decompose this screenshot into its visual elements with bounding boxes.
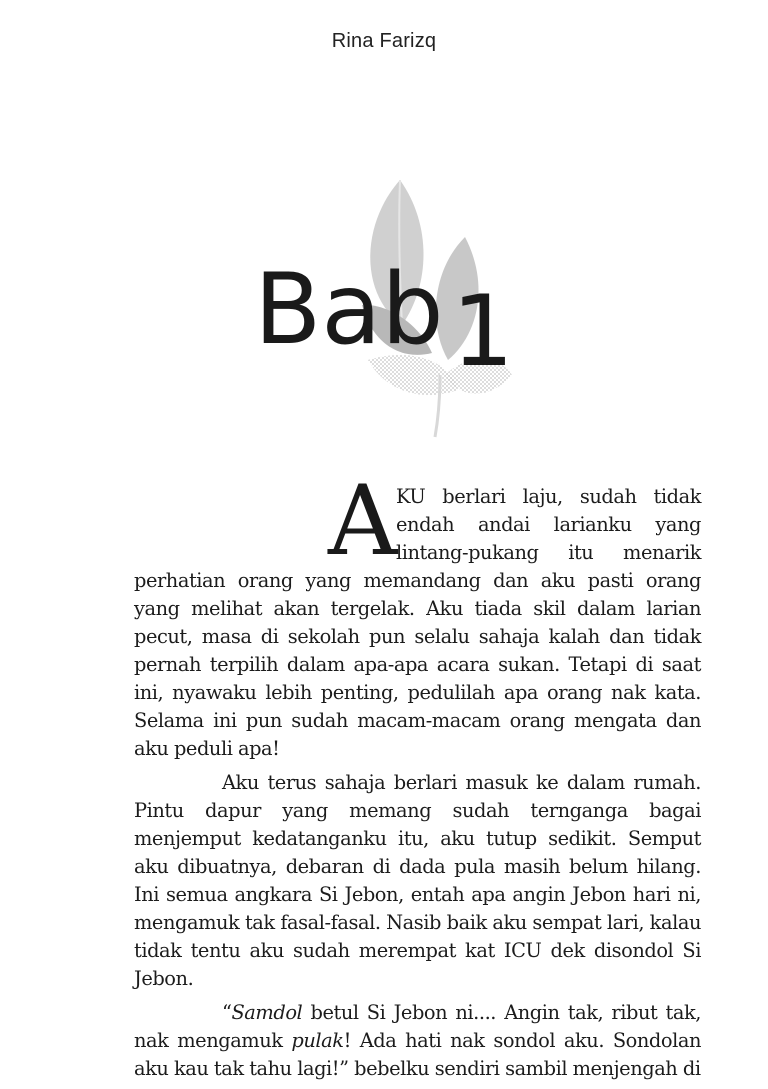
italic-word-samdol: Samdol xyxy=(231,1001,303,1024)
paragraph-1-continued: perhatian orang yang memandang dan aku pasti orang yang melihat akan tergelak. Aku tiada skil dalam larian pecut, masa di sekolah pun selalu sahaja kalah dan tidak pernah terpilih dalam apa-apa acara sukan. Tetapi di saat ini, nyawaku lebih penting, pedulilah apa orang nak kata. Selama ini pun sudah macam-macam orang mengata dan aku peduli apa! xyxy=(134,569,701,760)
paragraph-1-line-1 xyxy=(396,483,701,511)
paragraph-3-text-1: betul Si Jebon ni.... Angin tak, ribut tak, nak mengamuk xyxy=(134,1001,701,1052)
chapter-number: 1 xyxy=(451,275,514,389)
running-header-author: Rina Farizq xyxy=(331,30,437,52)
italic-word-pulak: pulak xyxy=(291,1029,344,1052)
paragraph-1-line-1-text: berlari laju, sudah tidak xyxy=(425,485,701,508)
opening-small-caps: KU xyxy=(396,485,426,508)
paragraph-1 xyxy=(134,465,701,763)
drop-cap: A xyxy=(328,465,397,577)
open-quote: “ xyxy=(222,1001,232,1024)
paragraph-1-line-2: endah andai larianku yang xyxy=(396,513,701,536)
paragraph-3-text-2: ! Ada hati nak sondol aku. Sondolan aku kau tak tahu lagi!” bebelku sendiri sambil menjengah di xyxy=(134,1029,702,1080)
paragraph-2: Aku terus sahaja berlari masuk ke dalam rumah. Pintu dapur yang memang sudah ternganga bagai menjemput kedatanganku itu, aku tutup sedikit. Semput aku dibuatnya, debaran di dada pula masih belum hilang. Ini semua angkara Si Jebon, entah apa angin Jebon hari ni, mengamuk tak fasal-fasal. Nasib baik aku sempat lari, kalau tidak tentu aku sudah merempat kat ICU dek disondol Si Jebon. xyxy=(134,771,701,990)
paragraph-3 xyxy=(134,999,701,1083)
chapter-word: Bab xyxy=(254,253,444,367)
chapter-body xyxy=(134,465,702,1089)
chapter-title xyxy=(0,250,768,389)
paragraph-1-line-3: lintang-pukang itu menarik xyxy=(396,541,701,564)
